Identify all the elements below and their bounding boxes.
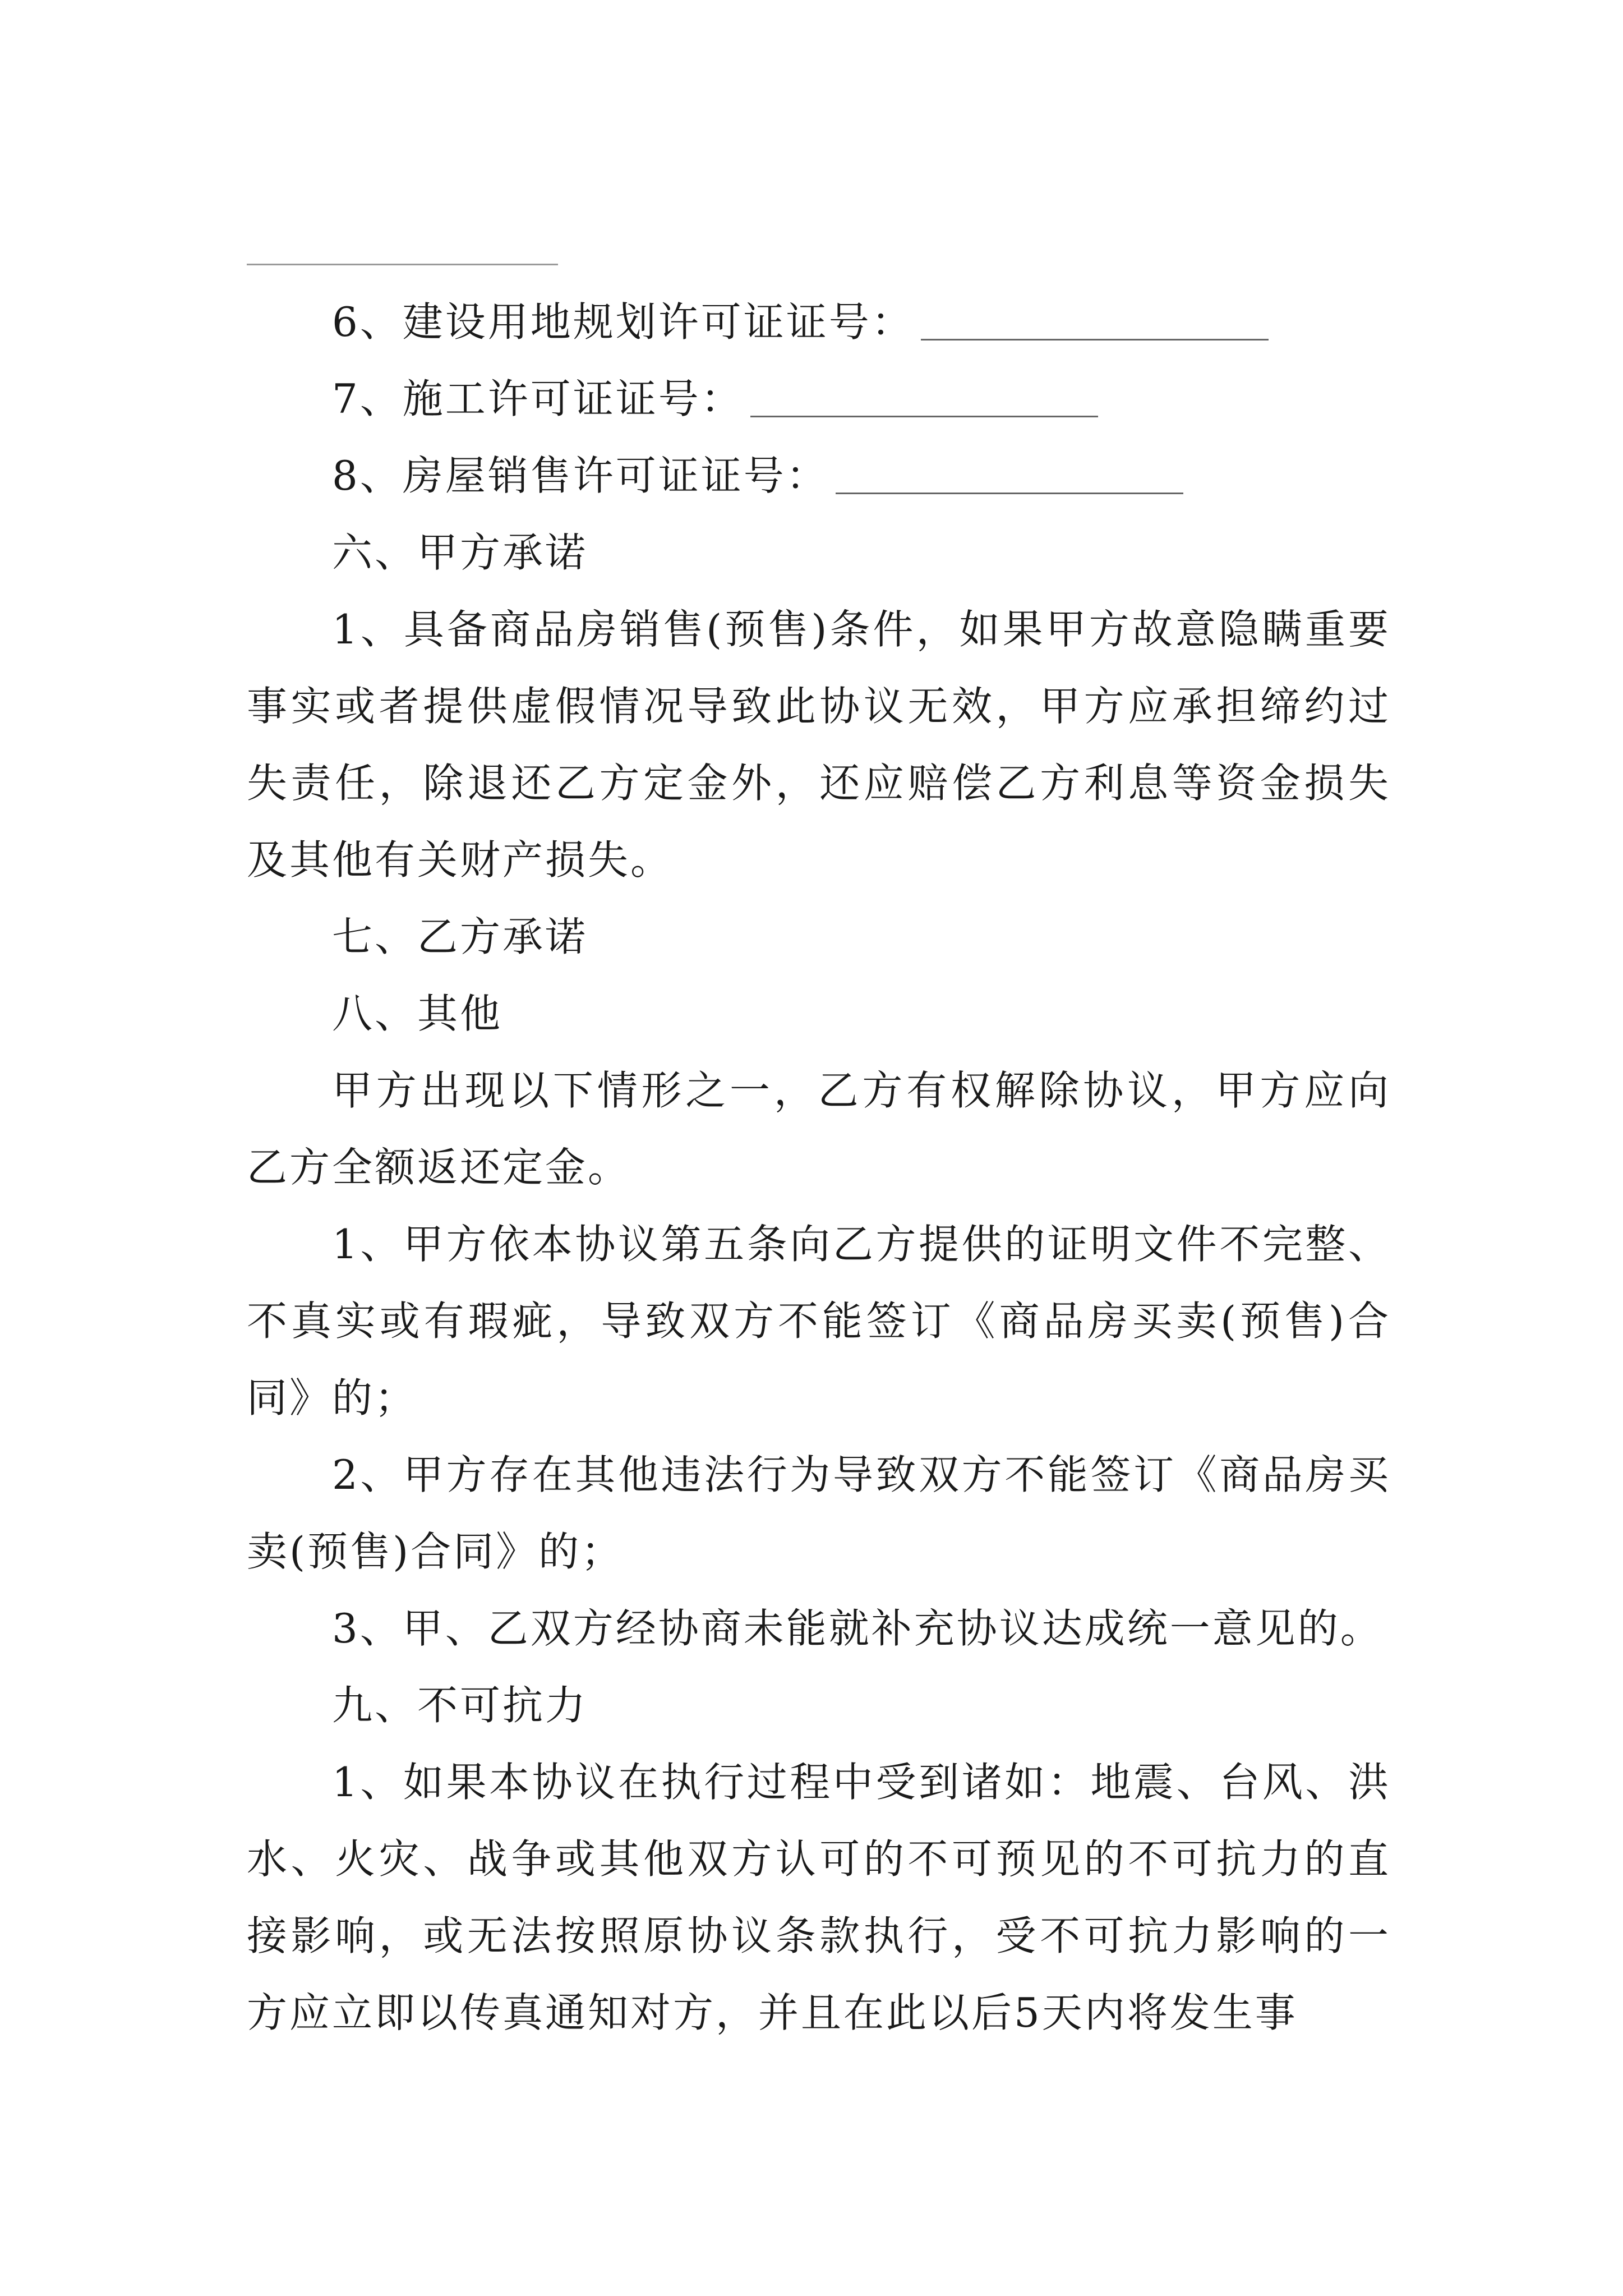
section-heading-other: 八、其他 bbox=[332, 990, 503, 1037]
document-body bbox=[247, 284, 1391, 2051]
paragraph-other-2: 2、甲方存在其他违法行为导致双方不能签订《商品房买卖(预售)合同》的； bbox=[247, 1451, 1391, 1575]
paragraph-sales-permit bbox=[247, 438, 1391, 514]
paragraph-construction-permit bbox=[247, 361, 1391, 438]
paragraph-other-intro: 甲方出现以下情形之一，乙方有权解除协议，甲方应向乙方全额返还定金。 bbox=[247, 1067, 1391, 1191]
fill-in-blank bbox=[836, 459, 1183, 494]
fill-in-blank bbox=[750, 382, 1098, 417]
paragraph-text: 6、建设用地规划许可证证号： bbox=[332, 298, 914, 346]
fill-in-blank bbox=[921, 305, 1269, 341]
section-heading-force-majeure: 九、不可抗力 bbox=[332, 1682, 588, 1729]
paragraph-text: 8、房屋销售许可证证号： bbox=[332, 452, 829, 499]
paragraph-other-1: 1、甲方依本协议第五条向乙方提供的证明文件不完整、不真实或有瑕疵，导致双方不能签订《商品房买卖(预售)合同》的； bbox=[247, 1221, 1391, 1421]
paragraph-other-3: 3、甲、乙双方经协商未能就补充协议达成统一意见的。 bbox=[332, 1605, 1383, 1652]
paragraph-planning-permit bbox=[247, 284, 1391, 361]
paragraph-party-a-promise-1: 1、具备商品房销售(预售)条件，如果甲方故意隐瞒重要事实或者提供虚假情况导致此协议无效，甲方应承担缔约过失责任，除退还乙方定金外，还应赔偿乙方利息等资金损失及其他有关财产损失。 bbox=[247, 606, 1391, 884]
paragraph-force-majeure-1: 1、如果本协议在执行过程中受到诸如：地震、台风、洪水、火灾、战争或其他双方认可的不可预见的不可抗力的直接影响，或无法按照原协议条款执行，受不可抗力影响的一方应立即以传真通知对方，并且在此以后5天内将发生事 bbox=[247, 1759, 1391, 2036]
paragraph-text: 7、施工许可证证号： bbox=[332, 375, 744, 422]
header-rule bbox=[247, 264, 558, 265]
section-heading-party-a-promise: 六、甲方承诺 bbox=[332, 529, 588, 576]
section-heading-party-b-promise: 七、乙方承诺 bbox=[332, 913, 588, 960]
